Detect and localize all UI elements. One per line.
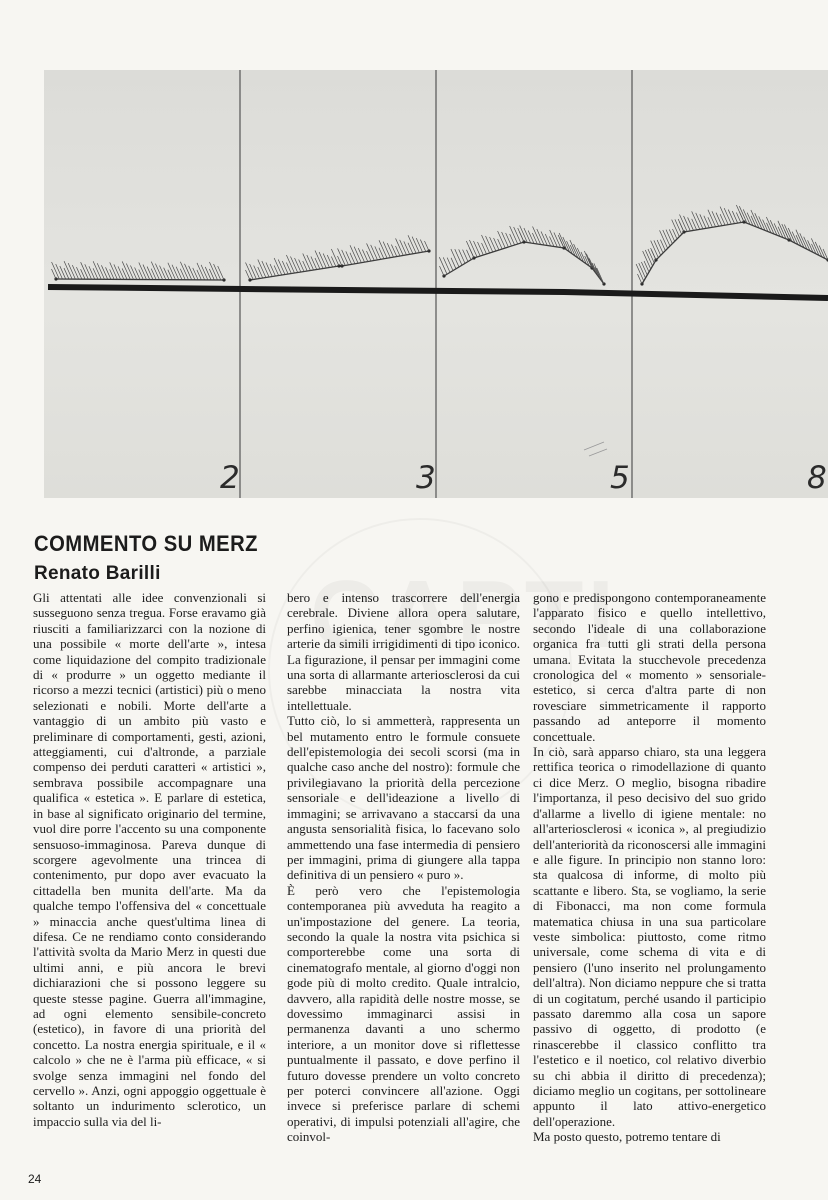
article-author: Renato Barilli (34, 563, 161, 584)
text-column-3 (533, 590, 766, 1168)
paragraph: In ciò, sarà apparso chiaro, sta una leggera rettifica teorica o rimodellazione di quanto ci dice Merz. O meglio, bisogna ribadire l'importanza, il peso decisivo del suo grido d'allarme a livello di igiene mentale: no all'arteriosclerosi « iconica », al pregiudizio dell'anteriorità da riconoscersi alle immagini e alle figure. In principio non stanno loro: sta qualcosa di informe, di molto più scattante e libero. Sta, se vogliamo, la serie di Fibonacci, ma non come formula matematica chiusa in una sua particolare veste simbolica: piuttosto, come ritmo universale, come schema di vita e di pensiero (l'uno inserito nel prolungamento dell'altra). Non diciamo neppure che si tratta di un cogitatum, perché usando il participio passato daremmo alla cosa un sapore passivo di oggetto, di prodotto (e rinascerebbe il classico conflitto tra l'estetico e il noetico, col relativo diverbio su chi abbia il diritto di precedenza); diciamo meglio un cogitans, per sottolineare appunto il lato attivo-energetico dell'operazione. (533, 744, 766, 1129)
paragraph: gono e predispongono contemporaneamente l'apparato fisico e quello intellettivo, secondo l'ideale di una collaborazione organica fra tutti gli strati della persona umana. Evitata la stucchevole precedenza cronologica del « momento » sensoriale-estetico, si cerca d'altra parte di non rovesciare simmetricamente il rapporto passando ad anteporre il momento concettuale. (533, 590, 766, 744)
text-column-2 (287, 590, 520, 1168)
baseline (48, 287, 828, 298)
paragraph: Gli attentati alle idee convenzionali si susseguono senza tregua. Forse eravamo già riusciti a familiarizzarci con la nozione di una possibile « morte dell'arte », intesa come liquidazione del compito tradizionale di « produrre » un oggetto mediante il ricorso a mezzi tecnici (artistici) più o meno selezionati e nobili. Morte dell'arte a vantaggio di un ambito più vasto e preliminare di comportamenti, gesti, azioni, atteggiamenti, cui d'altronde, a parziale compenso dei perduti caratteri « artistici », sembrava possibile accompagnare una qualifica « estetica ». E parlare di estetica, in base al significato originario del termine, vuol dire porre l'accento su una componente sensuoso-immaginosa. Pareva dunque di scorgere agevolmente una trincea di contenimento, pur dopo aver evacuato la cittadella ben munita dell'arte. Ma da qualche tempo l'offensiva del « concettuale » minaccia anche quest'ultima linea di difesa. Ce ne rendiamo conto considerando l'attività svolta da Mario Merz in questi due ultimi anni, e più ancora le brevi dichiarazioni che si possono leggere su queste stesse pagine. Guerra all'immagine, ad ogni elemento sensibile-concreto (estetico), in favore di una priorità del concetto. La nostra energia spirituale, e il « calcolo » che ne è l'arma più efficace, « si svolge senza immagini nel fondo del cervello ». Anzi, ogni appoggio oggettuale è soltanto un indurimento sclerotico, un impaccio sulla via del li- (33, 590, 266, 1129)
panel-number-3: 3 (416, 460, 436, 496)
panel-number-8: 8 (807, 460, 827, 496)
artwork-image (44, 70, 828, 498)
paragraph: bero e intenso trascorrere dell'energia cerebrale. Diviene allora opera salutare, perfino igienica, tener sgombre le nostre arterie da simili irrigidimenti di tipo iconico. La figurazione, il pensar per immagini come una sorta di allarmante arteriosclerosi da cui sarebbe minacciata la nostra vita intellettuale. (287, 590, 520, 713)
paragraph: È però vero che l'epistemologia contemporanea più avveduta ha reagito a un'impostazione del genere. La teoria, secondo la quale la nostra vita psichica si comporterebbe come una sorta di cinematografo mentale, al giorno d'oggi non gode più di molto credito. Quale intralcio, davvero, alla rapidità delle nostre mosse, se dovessimo immaginarci assisi in permanenza davanti a uno schermo interiore, a un monitor dove si riflettesse puntualmente il passato, e dove perfino il futuro dovesse prendere un volto concreto per poterci convincere all'azione. Oggi invece si preferisce parlare di schemi operativi, di impulsi potenziali all'agire, che coinvol- (287, 882, 520, 1145)
hatched-arcs (52, 205, 828, 286)
panel-number-2: 2 (220, 460, 240, 496)
paragraph: Ma posto questo, potremo tentare di (533, 1129, 721, 1145)
text-column-1 (33, 590, 266, 1168)
paragraph: Tutto ciò, lo si ammetterà, rappresenta un bel mutamento entro le formule consuete dell'epistemologia dei secoli scorsi (ma in qualche caso anche del nostro): formule che privilegiavano la priorità della percezione sensoriale e dell'ideazione a livello di immagini; se arrivavano a staccarsi da una angusta sensorialità fisica, lo facevano solo ammettendo una fase intermedia di pensiero per immagini, prima di giungere alla tappa definitiva di un pensiero « puro ». (287, 713, 520, 883)
article-title: COMMENTO SU MERZ (34, 531, 259, 556)
panel-number-5: 5 (610, 460, 630, 496)
page-number: 24 (28, 1172, 42, 1186)
